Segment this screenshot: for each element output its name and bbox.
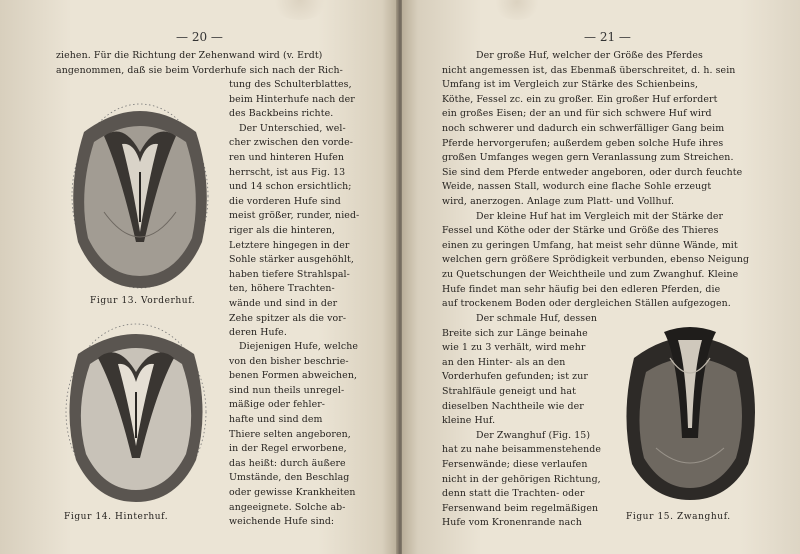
text-line: nicht angemessen ist, das Ebenmaß überschreitet, d. h. sein xyxy=(442,64,736,76)
text-line: herrscht, ist aus Fig. 13 xyxy=(229,166,346,178)
text-line: in der Regel erworbene, xyxy=(229,443,347,455)
text-line: riger als die hinteren, xyxy=(229,224,336,236)
text-line: kleine Huf. xyxy=(442,415,496,427)
figure-15-caption: Figur 15. Zwanghuf. xyxy=(626,512,731,522)
figure-14-hoof-illustration xyxy=(60,318,212,508)
page-number-left: — 20 — xyxy=(176,30,223,44)
text-line: Der schmale Huf, dessen xyxy=(476,313,597,324)
text-line: Vorderhufen gefunden; ist zur xyxy=(442,371,588,383)
text-line: Strahlfäule geneigt und hat xyxy=(442,385,576,397)
text-line: hafte und sind dem xyxy=(229,413,323,425)
text-line: denn statt die Trachten- oder xyxy=(442,488,585,500)
text-line: an den Hinter- als an den xyxy=(442,356,566,368)
text-line: des Backbeins richte. xyxy=(229,108,334,120)
figure-14-caption: Figur 14. Hinterhuf. xyxy=(64,512,169,522)
text-line: einen zu geringen Umfang, hat meist sehr dünne Wände, mit xyxy=(442,239,738,251)
text-line: dieselben Nachtheile wie der xyxy=(442,400,584,412)
text-line: cher zwischen den vorde- xyxy=(229,137,354,149)
left-column-text-2 xyxy=(229,340,358,530)
text-line: und 14 schon ersichtlich; xyxy=(229,181,352,193)
text-line: Weide, nassen Stall, wodurch eine flache Sohle erzeugt xyxy=(442,181,712,193)
text-line: wie 1 zu 3 verhält, wird mehr xyxy=(442,342,586,354)
text-line: beim Hinterhufe nach der xyxy=(229,93,355,105)
text-line: wird, anerzogen. Anlage zum Platt- und Vollhuf. xyxy=(442,195,675,207)
right-column-text xyxy=(442,312,601,531)
text-line: Diejenigen Hufe, welche xyxy=(239,341,359,352)
text-line: sind nun theils unregel- xyxy=(229,384,345,396)
text-line: haben tiefere Strahlspal- xyxy=(229,268,350,280)
text-line: Breite sich zur Länge beinahe xyxy=(442,327,588,339)
text-line: Hufe findet man sehr häufig bei den edleren Pferden, die xyxy=(442,283,721,295)
text-line: Pferde hervorgerufen; außerdem geben solche Hufe ihres xyxy=(442,137,724,149)
left-page xyxy=(0,0,398,554)
text-line: Letztere hingegen in der xyxy=(229,239,350,251)
text-line: Sie sind dem Pferde entweder angeboren, oder durch feuchte xyxy=(442,166,743,178)
text-line: Sohle stärker ausgehöhlt, xyxy=(229,254,354,266)
text-line: ren und hinteren Hufen xyxy=(229,151,345,163)
text-line: Fessel und Köthe oder der Stärke und Größe des Thieres xyxy=(442,225,719,237)
text-line: ten, höhere Trachten- xyxy=(229,283,335,295)
text-line: mäßige oder fehler- xyxy=(229,399,326,411)
text-line: Hufe vom Kronenrande nach xyxy=(442,517,582,529)
text-line: deren Hufe. xyxy=(229,327,287,339)
text-line: welchen gern größere Sprödigkeit verbunden, ebenso Neigung xyxy=(442,254,750,266)
left-top-text xyxy=(56,49,343,78)
text-line: Fersenwand beim regelmäßigen xyxy=(442,502,599,514)
text-line: hat zu nahe beisammenstehende xyxy=(442,444,602,456)
text-line: Zehe spitzer als die vor- xyxy=(229,312,347,324)
text-line: angenommen, daß sie beim Vorderhufe sich nach der Rich- xyxy=(56,64,343,76)
text-line: ziehen. Für die Richtung der Zehenwand wird (v. Erdt) xyxy=(56,50,323,61)
text-line: Köthe, Fessel zc. ein zu großer. Ein großer Huf erfordert xyxy=(442,93,718,105)
text-line: tung des Schulterblattes, xyxy=(229,79,352,90)
text-line: angeeignete. Solche ab- xyxy=(229,501,346,513)
page-number-right: — 21 — xyxy=(584,30,631,44)
text-line: Fersenwände; diese verlaufen xyxy=(442,458,588,470)
right-page xyxy=(402,0,800,554)
text-line: Der Zwanghuf (Fig. 15) xyxy=(476,429,591,441)
text-line: meist größer, runder, nied- xyxy=(229,210,360,222)
text-line: das heißt: durch äußere xyxy=(229,457,346,469)
figure-15-hoof-illustration xyxy=(620,318,762,504)
text-line: ein großes Eisen; der an und für sich schwere Huf wird xyxy=(442,108,712,120)
text-line: benen Formen abweichen, xyxy=(229,370,358,382)
figure-13-hoof-illustration xyxy=(64,92,216,292)
text-line: Der große Huf, welcher der Größe des Pferdes xyxy=(476,50,703,61)
text-line: die vorderen Hufe sind xyxy=(229,195,341,207)
text-line: noch schwerer und dadurch ein schwerfälliger Gang beim xyxy=(442,122,725,134)
text-line: weichende Hufe sind: xyxy=(229,516,335,528)
text-line: Umstände, den Beschlag xyxy=(229,472,350,484)
text-line: von den bisher beschrie- xyxy=(229,355,349,367)
text-line: Der Unterschied, wel- xyxy=(239,122,346,134)
text-line: oder gewisse Krankheiten xyxy=(229,486,356,498)
text-line: wände und sind in der xyxy=(229,297,338,309)
text-line: großen Umfanges wegen gern Veranlassung zum Streichen. xyxy=(442,152,734,164)
text-line: Umfang ist im Vergleich zur Stärke des Schienbeins, xyxy=(442,79,699,91)
text-line: Thiere selten angeboren, xyxy=(229,428,351,440)
text-line: auf trockenem Boden oder dergleichen Ställen aufgezogen. xyxy=(442,298,731,310)
right-full-text xyxy=(442,49,749,312)
text-line: Der kleine Huf hat im Vergleich mit der Stärke der xyxy=(476,210,724,222)
text-line: zu Quetschungen der Weichtheile und zum Zwanghuf. Kleine xyxy=(442,268,739,280)
left-column-text-1 xyxy=(229,78,359,341)
figure-13-caption: Figur 13. Vorderhuf. xyxy=(90,296,196,306)
text-line: nicht in der gehörigen Richtung, xyxy=(442,473,601,485)
